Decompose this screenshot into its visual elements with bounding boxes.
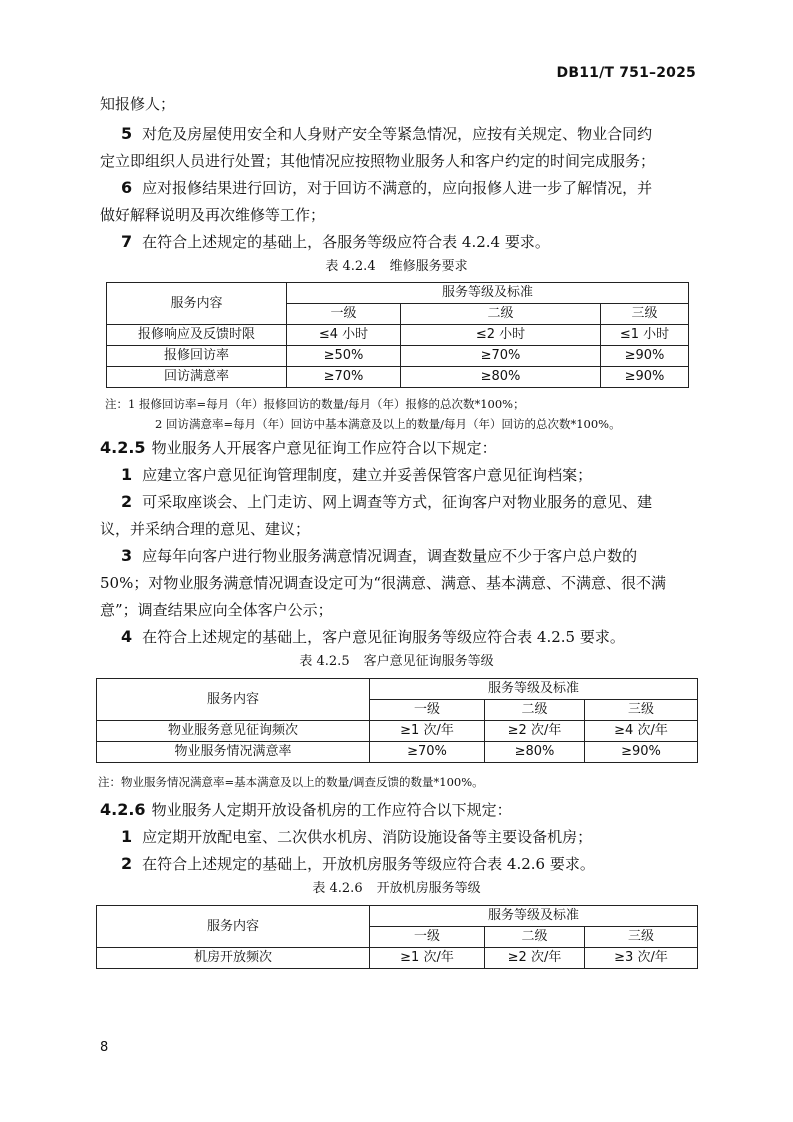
row-name: 报修响应及反馈时限 [107, 325, 287, 346]
cell-level-3: ≥90% [585, 742, 698, 763]
item-number: 7 [121, 232, 133, 251]
section-number: 4.2.6 [100, 800, 146, 819]
item-number: 2 [121, 854, 133, 873]
item-text: 应每年向客户进行物业服务满意情况调查，调查数量应不少于客户总户数的 [142, 547, 638, 565]
level-3: 三级 [585, 700, 698, 721]
header-service: 服务内容 [107, 283, 287, 325]
cell-level-1: ≥50% [287, 346, 401, 367]
table-row [97, 742, 698, 763]
paragraph-line: 知报修人； [100, 95, 176, 113]
item-text: 可采取座谈会、上门走访、网上调查等方式，征询客户对物业服务的意见、建 [142, 493, 653, 511]
cell-level-2: ≥2 次/年 [485, 948, 585, 969]
cell-level-3: ≥90% [601, 346, 689, 367]
row-name: 报修回访率 [107, 346, 287, 367]
item-number: 4 [121, 627, 133, 646]
level-3: 三级 [585, 927, 698, 948]
paragraph-line: 定立即组织人员进行处置；其他情况应按照物业服务人和客户约定的时间完成服务； [100, 152, 656, 170]
caption-number: 表 4.2.4 [325, 259, 376, 274]
cell-level-1: ≥1 次/年 [370, 721, 485, 742]
section-4-2-5 [100, 438, 696, 458]
table-row [97, 721, 698, 742]
table-row [97, 948, 698, 969]
item-text: 应定期开放配电室、二次供水机房、消防设施设备等主要设备机房； [142, 828, 593, 846]
cell-level-2: ≥2 次/年 [485, 721, 585, 742]
level-2: 二级 [485, 700, 585, 721]
cell-level-3: ≥3 次/年 [585, 948, 698, 969]
row-name: 物业服务意见征询频次 [97, 721, 370, 742]
item-text: 在符合上述规定的基础上，各服务等级应符合表 4.2.4 要求。 [142, 233, 550, 251]
section-4-2-6 [100, 800, 696, 820]
level-2: 二级 [401, 304, 601, 325]
item-text: 应建立客户意见征询管理制度，建立并妥善保管客户意见征询档案； [142, 466, 593, 484]
list-item-3 [121, 546, 696, 566]
table-row [107, 367, 689, 388]
cell-level-2: ≤2 小时 [401, 325, 601, 346]
level-1: 一级 [287, 304, 401, 325]
table-note: 2 回访满意率=每月（年）回访中基本满意及以上的数量/每月（年）回访的总次数*100%。 [155, 417, 621, 431]
page-number: 8 [100, 1040, 109, 1055]
header-levels: 服务等级及标准 [370, 906, 698, 927]
level-1: 一级 [370, 700, 485, 721]
row-name: 机房开放频次 [97, 948, 370, 969]
list-item-6 [121, 178, 696, 198]
list-item-1 [121, 827, 696, 847]
item-number: 1 [121, 465, 133, 484]
section-text: 物业服务人定期开放设备机房的工作应符合以下规定： [151, 801, 512, 819]
paragraph-line: 做好解释说明及再次维修等工作； [100, 206, 326, 224]
item-text: 在符合上述规定的基础上，客户意见征询服务等级应符合表 4.2.5 要求。 [142, 628, 625, 646]
table-row [107, 325, 689, 346]
maintenance-table [106, 282, 689, 388]
item-number: 5 [121, 124, 133, 143]
paragraph-line: 50%；对物业服务满意情况调查设定可为“很满意、满意、基本满意、不满意、很不满 [100, 574, 667, 592]
item-number: 2 [121, 492, 133, 511]
caption-number: 表 4.2.5 [299, 654, 350, 669]
cell-level-1: ≥1 次/年 [370, 948, 485, 969]
feedback-table [96, 678, 698, 763]
list-item-1 [121, 465, 696, 485]
list-item-5 [121, 124, 696, 144]
row-name: 回访满意率 [107, 367, 287, 388]
row-name: 物业服务情况满意率 [97, 742, 370, 763]
cell-level-1: ≤4 小时 [287, 325, 401, 346]
machine-room-table [96, 905, 698, 969]
cell-level-2: ≥80% [485, 742, 585, 763]
level-2: 二级 [485, 927, 585, 948]
header-levels: 服务等级及标准 [287, 283, 689, 304]
caption-title: 开放机房服务等级 [376, 881, 481, 896]
item-number: 1 [121, 827, 133, 846]
list-item-2 [121, 492, 696, 512]
cell-level-2: ≥70% [401, 346, 601, 367]
item-number: 6 [121, 178, 133, 197]
level-3: 三级 [601, 304, 689, 325]
item-text: 应对报修结果进行回访，对于回访不满意的，应向报修人进一步了解情况，并 [142, 179, 653, 197]
cell-level-1: ≥70% [370, 742, 485, 763]
standard-code: DB11/T 751–2025 [556, 65, 696, 81]
item-number: 3 [121, 546, 133, 565]
caption-title: 维修服务要求 [389, 259, 468, 274]
table-note: 注：1 报修回访率=每月（年）报修回访的数量/每月（年）报修的总次数*100%； [105, 397, 525, 411]
table-caption [0, 881, 793, 897]
item-text: 在符合上述规定的基础上，开放机房服务等级应符合表 4.2.6 要求。 [142, 855, 595, 873]
list-item-4 [121, 627, 696, 647]
table-caption [0, 654, 793, 670]
section-text: 物业服务人开展客户意见征询工作应符合以下规定： [151, 439, 497, 457]
cell-level-2: ≥80% [401, 367, 601, 388]
header-service: 服务内容 [97, 906, 370, 948]
paragraph-line: 意”；调查结果应向全体客户公示； [100, 601, 333, 619]
cell-level-3: ≥4 次/年 [585, 721, 698, 742]
caption-title: 客户意见征询服务等级 [363, 654, 494, 669]
table-caption [0, 259, 793, 275]
table-note: 注：物业服务情况满意率=基本满意及以上的数量/调查反馈的数量*100%。 [98, 775, 484, 789]
item-text: 对危及房屋使用安全和人身财产安全等紧急情况，应按有关规定、物业合同约 [142, 125, 653, 143]
header-levels: 服务等级及标准 [370, 679, 698, 700]
cell-level-3: ≥90% [601, 367, 689, 388]
list-item-7 [121, 232, 696, 252]
cell-level-3: ≤1 小时 [601, 325, 689, 346]
table-row [107, 346, 689, 367]
caption-number: 表 4.2.6 [312, 881, 363, 896]
paragraph-line: 议，并采纳合理的意见、建议； [100, 520, 311, 538]
list-item-2 [121, 854, 696, 874]
section-number: 4.2.5 [100, 438, 146, 457]
header-service: 服务内容 [97, 679, 370, 721]
cell-level-1: ≥70% [287, 367, 401, 388]
level-1: 一级 [370, 927, 485, 948]
